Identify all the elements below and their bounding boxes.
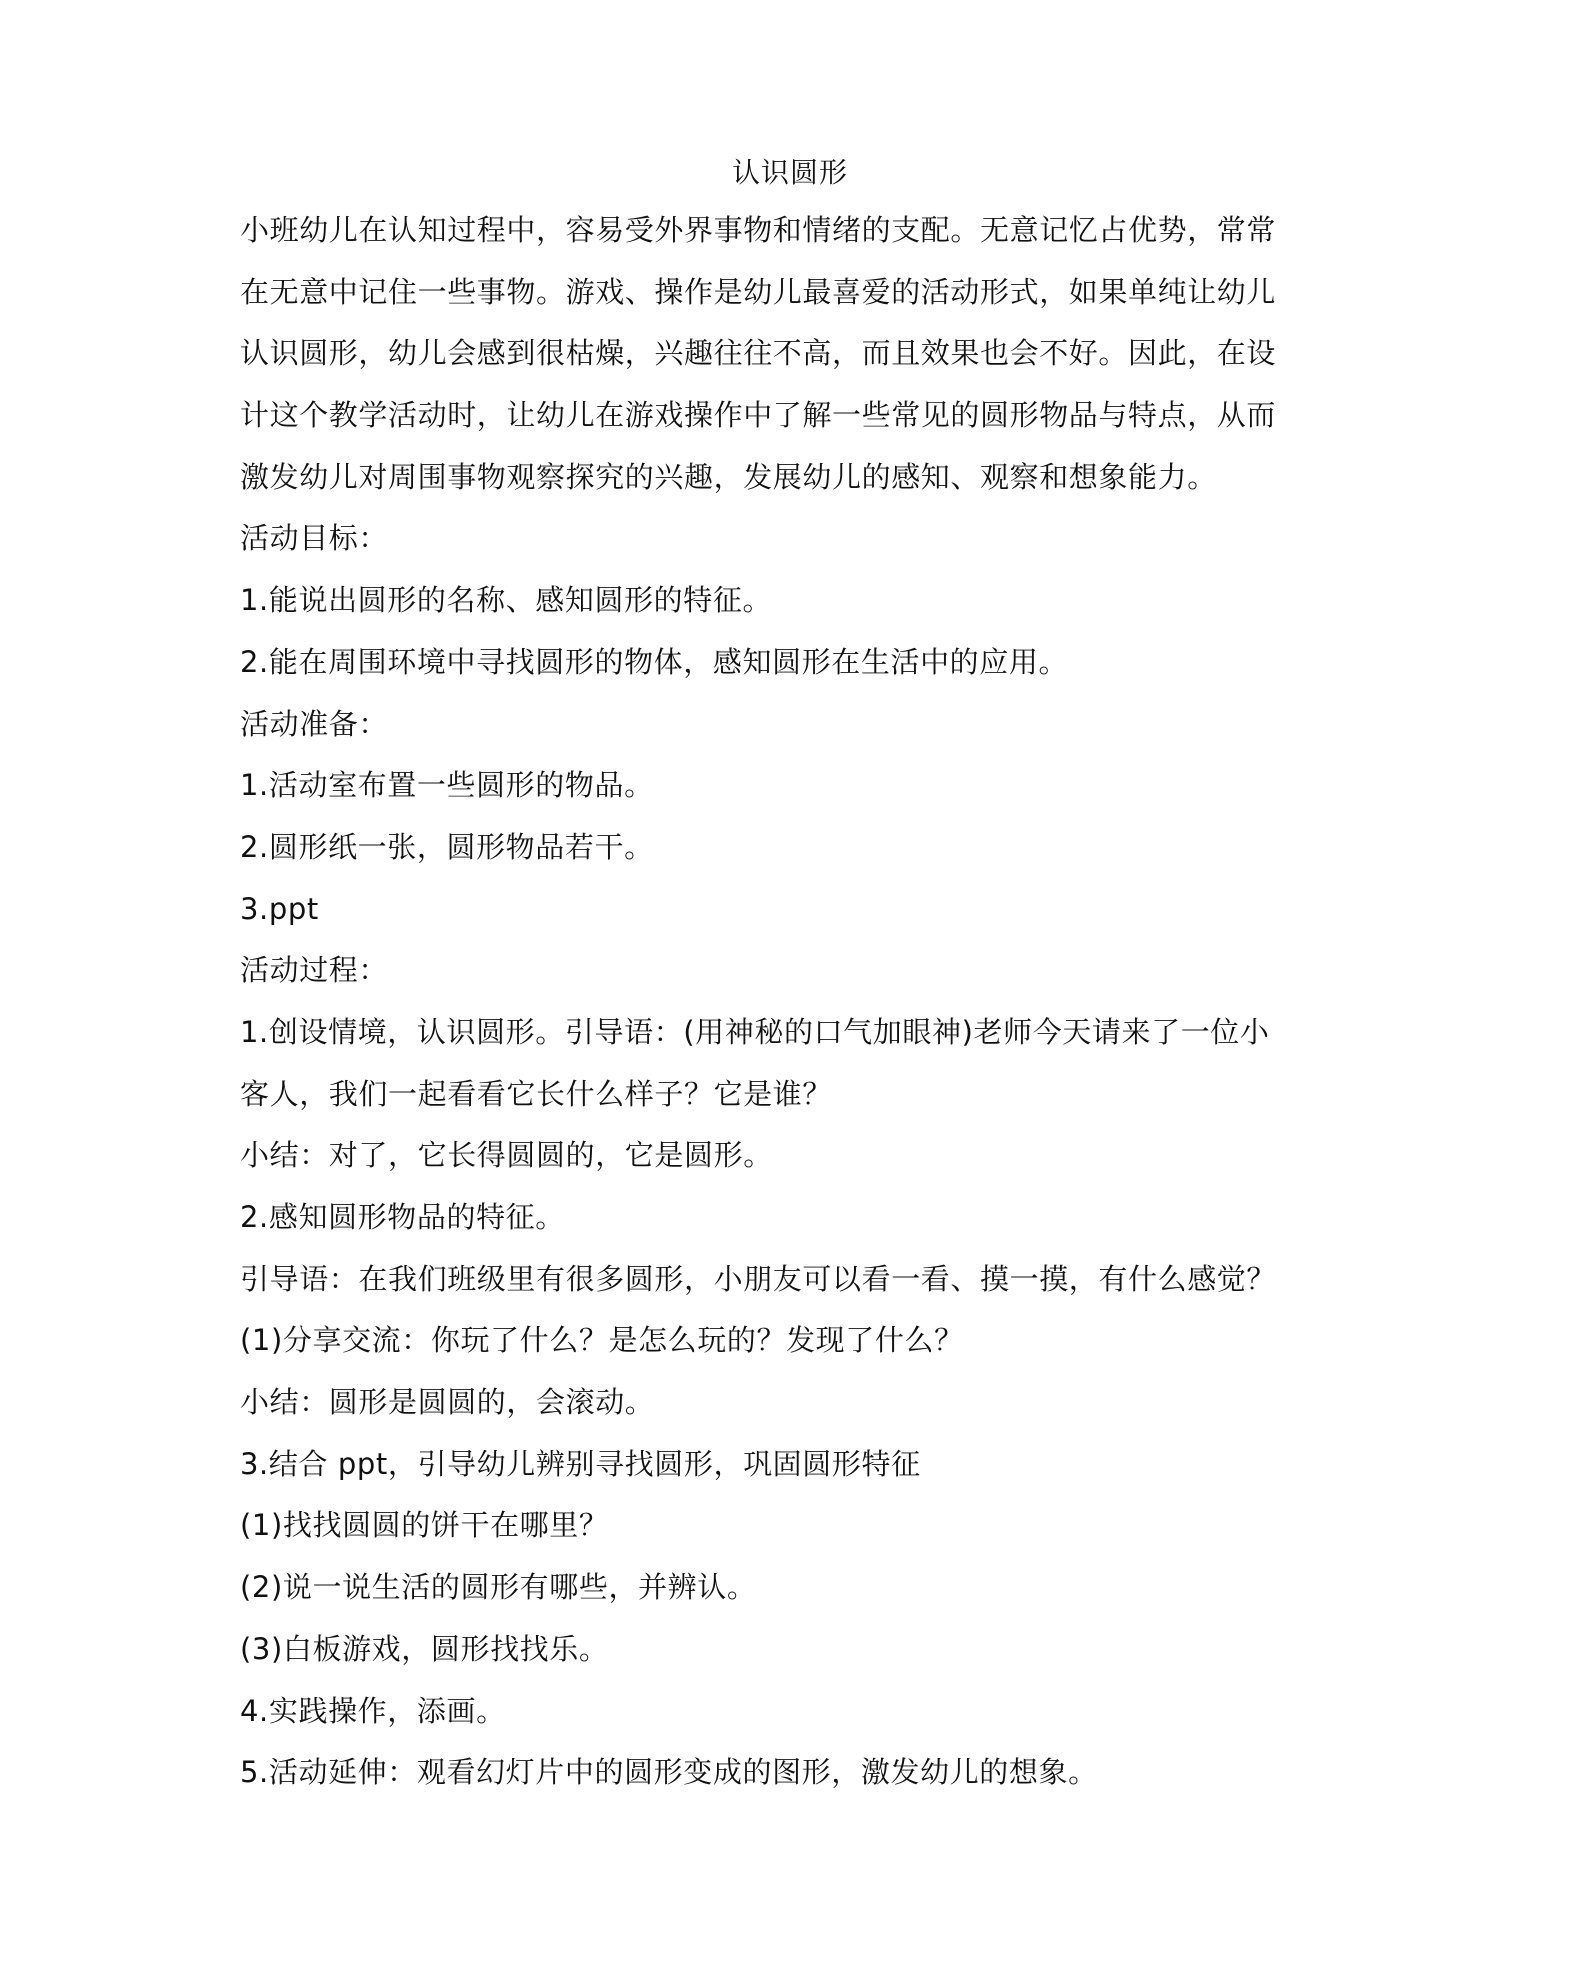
goals-heading: 活动目标： — [240, 521, 389, 556]
process-line: (1)分享交流：你玩了什么？是怎么玩的？发现了什么？ — [240, 1323, 964, 1358]
process-line: 小结：对了，它长得圆圆的，它是圆形。 — [240, 1138, 773, 1173]
process-line: 小结：圆形是圆圆的，会滚动。 — [240, 1385, 655, 1420]
intro-line: 计这个教学活动时，让幼儿在游戏操作中了解一些常见的圆形物品与特点，从而 — [240, 398, 1277, 433]
preparation-item: 1.活动室布置一些圆形的物品。 — [240, 768, 654, 803]
process-line: 引导语：在我们班级里有很多圆形，小朋友可以看一看、摸一摸，有什么感觉？ — [240, 1261, 1277, 1296]
document-page — [240, 148, 1340, 1804]
intro-line: 激发幼儿对周围事物观察探究的兴趣，发展幼儿的感知、观察和想象能力。 — [240, 459, 1217, 494]
intro-line: 在无意中记住一些事物。游戏、操作是幼儿最喜爱的活动形式，如果单纯让幼儿 — [240, 274, 1277, 309]
intro-paragraph — [240, 200, 1340, 508]
preparation-section — [240, 694, 1340, 941]
process-line: 4.实践操作，添画。 — [240, 1693, 506, 1728]
intro-line: 小班幼儿在认知过程中，容易受外界事物和情绪的支配。无意记忆占优势，常常 — [240, 213, 1277, 247]
goal-item: 1.能说出圆形的名称、感知圆形的特征。 — [240, 583, 773, 618]
goal-item: 2.能在周围环境中寻找圆形的物体，感知圆形在生活中的应用。 — [240, 644, 1069, 679]
process-line: (1)找找圆圆的饼干在哪里？ — [240, 1508, 609, 1543]
goals-section — [240, 508, 1340, 693]
preparation-heading: 活动准备： — [240, 706, 389, 741]
process-line: 1.创设情境，认识圆形。引导语：(用神秘的口气加眼神)老师今天请来了一位小 — [240, 1014, 1270, 1049]
process-heading: 活动过程： — [240, 953, 389, 988]
intro-line: 认识圆形，幼儿会感到很枯燥，兴趣往往不高，而且效果也会不好。因此，在设 — [240, 336, 1277, 371]
process-line: 2.感知圆形物品的特征。 — [240, 1200, 565, 1234]
preparation-item: 2.圆形纸一张，圆形物品若干。 — [240, 829, 654, 864]
preparation-item: 3.ppt — [240, 891, 319, 926]
process-line: (3)白板游戏，圆形找找乐。 — [240, 1631, 609, 1666]
document-title: 认识圆形 — [731, 156, 848, 189]
process-section — [240, 940, 1340, 1804]
process-line: (2)说一说生活的圆形有哪些，并辨认。 — [240, 1570, 757, 1605]
process-line: 5.活动延伸：观看幻灯片中的圆形变成的图形，激发幼儿的想象。 — [240, 1755, 1098, 1790]
process-line: 客人，我们一起看看它长什么样子？它是谁？ — [240, 1076, 833, 1111]
process-line: 3.结合 ppt，引导幼儿辨别寻找圆形，巩固圆形特征 — [240, 1446, 921, 1481]
